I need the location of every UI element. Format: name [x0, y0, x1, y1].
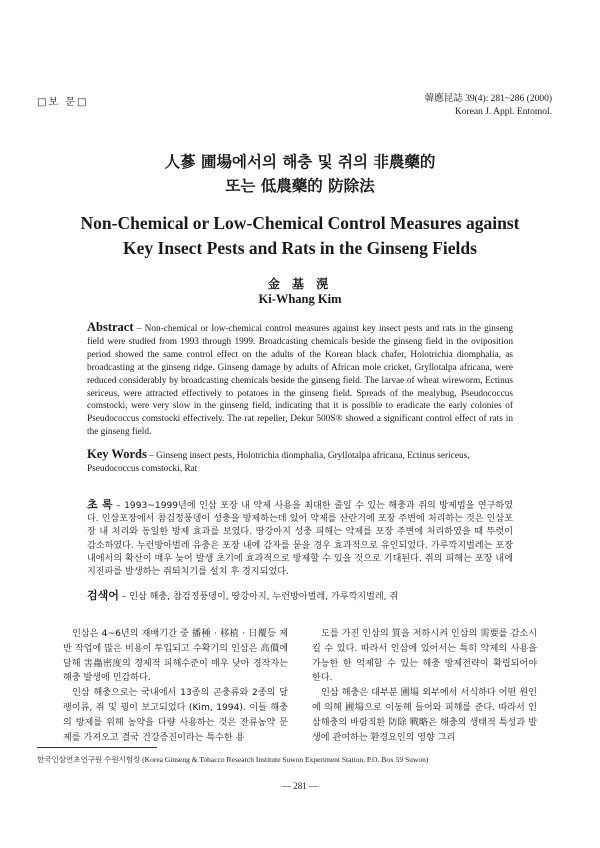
- korean-abstract-text: – 1993~1999년에 인삼 포장 내 약제 사용을 최대한 줄일 수 있는 해충과 쥐의 방제법을 연구하였다. 인삼포장에서 참검정풍뎅이 성충을 방제하는데 있어 약제를 산란기에 포장 주변에 처리하는 것은 인삼포장 내 처리와 동일한 방제 효과를 보였다. 땅강아지 성충 피해는 약제를 포장 주변에 처리하였을 때 뚜렷이 감소하였다. 누런방아벌레 유충은 포장 내에 감자를 묻을 경우 효과적으로 유인되었다. 가루깍지벌레는 포장 내에서의 확산이 매우 늦어 발생 초기에 효과적으로 방제할 수 있을 것으로 기대된다. 쥐의 피해는 포장 내에 지진파를 발생하는 쥐퇴치기를 설치 후 경지되었다.: [87, 501, 514, 578]
- body-paragraph: 인삼은 4~6년의 재배기간 중 播種 · 移植 · 日覆등 제반 작업에 많은 비용이 투입되고 수확기의 인삼은 高價에 달해 害蟲密度의 경제적 피해수준이 매우 낮아 경작자는 해충 발생에 민감하다.: [63, 629, 288, 684]
- author-name-korean: 金 基 滉: [267, 277, 333, 291]
- english-title-line-2: Key Insect Pests and Rats in the Ginseng Fields: [123, 238, 477, 258]
- abstract-text: – Non-chemical or low-chemical control measures against key insect pests and rats in the ginseng field were studied from 1993 through 1999. Broadcasting chemicals beside the ginseng field in the oviposition period showed the same control effect on the adults of the Korean black chafer, Holotrichia diomphalia, as broadcasting at the ginseng ridge. Ginseng damage by adults of African mole cricket, Gryllotalpa africana, were reduced considerably by broadcasting chemicals beside the ginseng field. The larvae of wheat wireworm, Ectinus sericeus, were attracted effectively to potatoes in the ginseng field. Spreads of the mealybug, Pseudococcus comstocki, were very slow in the ginseng field, indicating that it is possible to eradicate the early colonies of Pseudococcus comstocki effectively. The rat repeller, Dekur 500S® showed a significant control effect of rats in the ginseng field.: [87, 324, 513, 438]
- korean-abstract: [87, 498, 513, 579]
- author-name-english: Ki-Whang Kim: [258, 292, 342, 306]
- korean-title: [0, 150, 600, 198]
- keywords-label: Key Words: [87, 447, 147, 461]
- korean-keywords: [87, 589, 513, 604]
- journal-name: Korean J. Appl. Entomol.: [454, 107, 552, 117]
- english-title-line-1: Non-Chemical or Low-Chemical Control Measures against: [80, 213, 520, 233]
- abstract-label: Abstract: [87, 320, 134, 334]
- abstract: [87, 321, 513, 439]
- body-column-right: [312, 627, 537, 745]
- korean-abstract-label: 초 록: [87, 498, 113, 511]
- body-column-left: [63, 627, 288, 745]
- keywords-text: – Ginseng insect pests, Holotrichia diomphalia, Gryllotalpa africana, Ectinus sericeus, Pseudococcus comstocki, Rat: [87, 451, 470, 474]
- body-paragraph: 인삼 해충은 대부분 圃場 외부에서 서식하다 어떤 원인에 의해 圃場으로 이동해 들어와 피해를 준다. 따라서 인삼해충의 바람직한 防除 戰略은 해충의 생태적 특성과 발생에 관여하는 환경요인의 영향 그리: [312, 688, 537, 743]
- korean-title-line-2: 또는 低農藥的 防除法: [225, 177, 375, 195]
- footnote-divider: [37, 747, 157, 748]
- section-label: □보 문□: [37, 97, 89, 108]
- body-paragraph: 인삼 해충으로는 국내에서 13종의 곤충류와 2종의 달팽이류, 쥐 및 꿩이 보고되었다 (Kim, 1994). 이들 해충의 방제를 위해 농약을 다량 사용하는 것은 잔류농약 문제를 가져오고 결국 건강증진이라는 특수한 용: [63, 688, 288, 743]
- english-title: [0, 211, 600, 261]
- author-affiliation: 한국인삼연초연구원 수원시험장 (Korea Ginseng & Tobacco Research Institute Suwon Experiment Station, P.O. Box 59 Suwon): [37, 755, 429, 764]
- korean-keywords-label: 검색어: [87, 589, 119, 602]
- journal-citation: 韓應昆誌 39(4): 281~286 (2000): [424, 94, 552, 104]
- korean-title-line-1: 人蔘 圃場에서의 해충 및 쥐의 非農藥的: [164, 153, 436, 171]
- journal-reference: [425, 93, 552, 119]
- keywords: [87, 448, 513, 476]
- page-number: — 281 —: [282, 781, 318, 791]
- body-paragraph: 도를 가진 인삼의 質을 저하시켜 인삼의 需要를 감소시킬 수 있다. 따라서 인삼에 있어서는 특히 약제의 사용을 가능한 한 억제할 수 있는 해충 방제전략이 확립되어야 한다.: [312, 629, 537, 684]
- korean-keywords-text: – 인삼 해충, 참검정풍뎅이, 땅강아지, 누런방아벌레, 가루깍지벌레, 쥐: [118, 592, 399, 602]
